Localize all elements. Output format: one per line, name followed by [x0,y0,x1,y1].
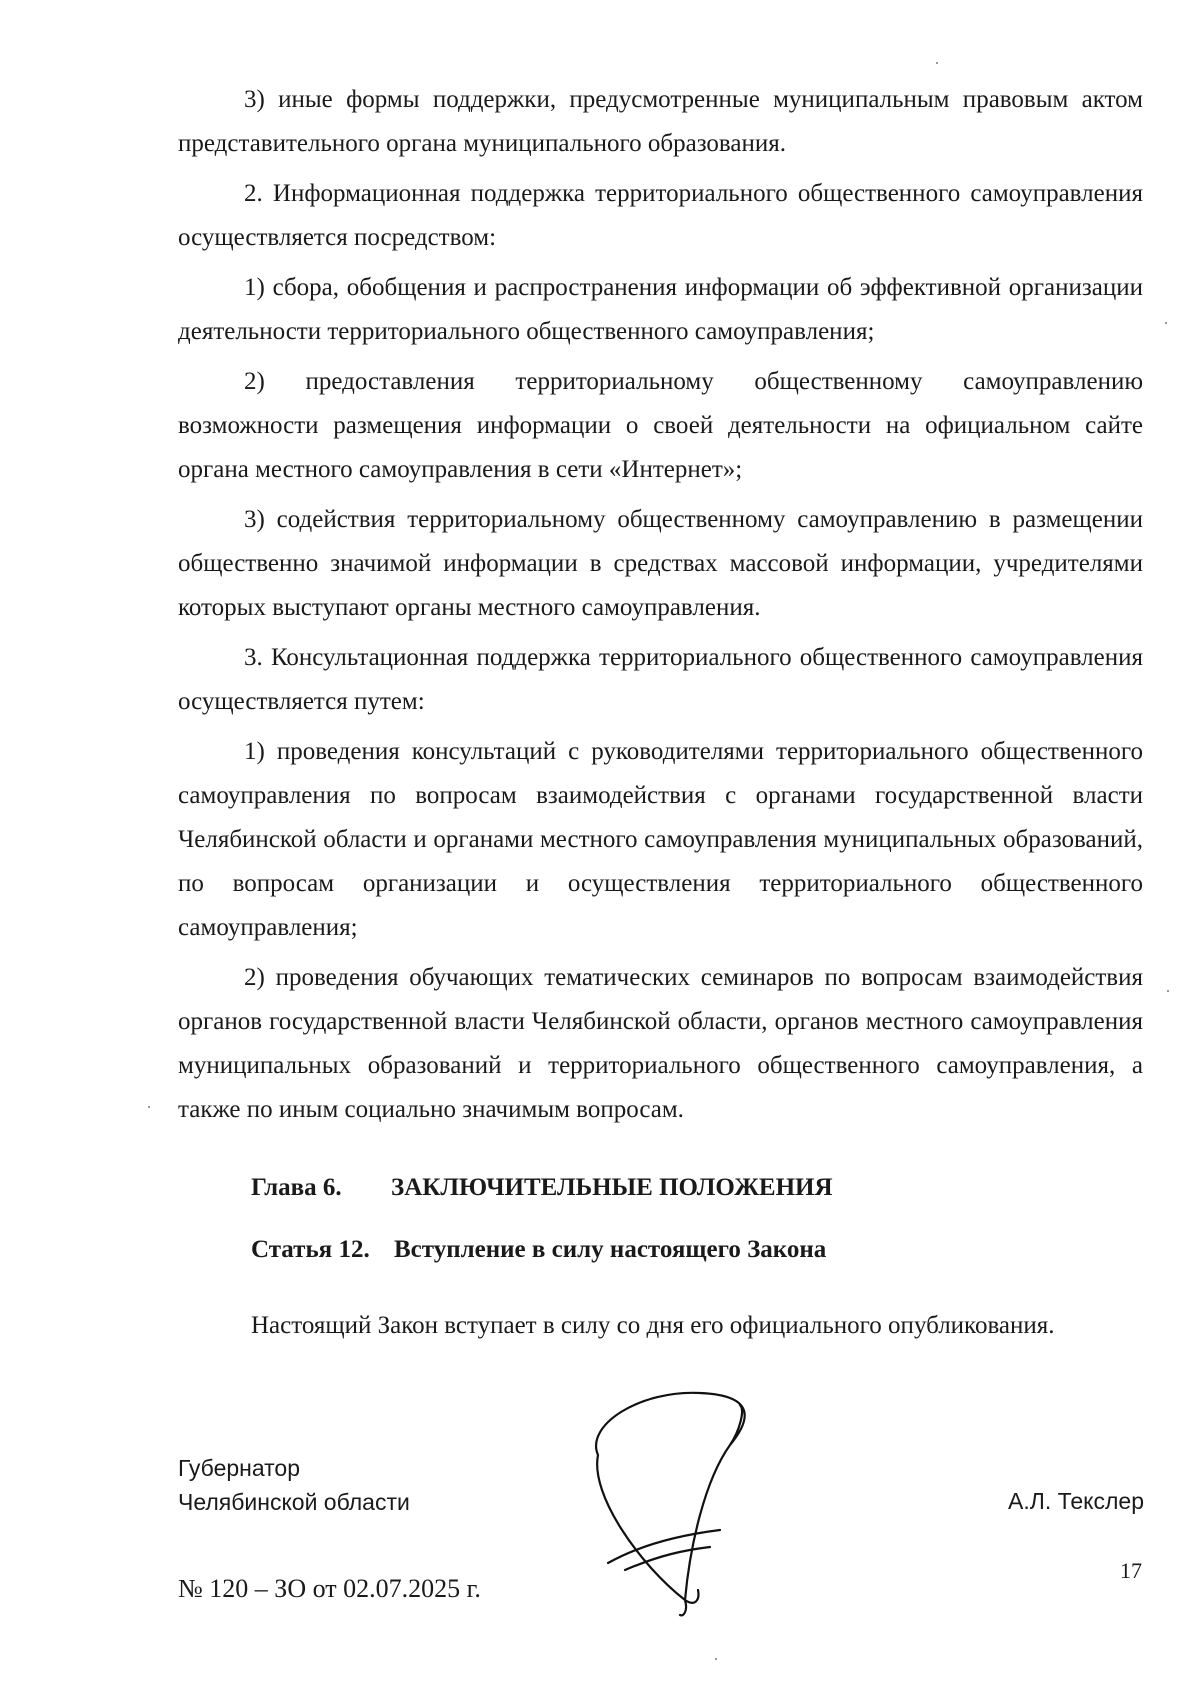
handwritten-signature [580,1385,800,1620]
paragraph: 2) проведения обучающих тематических семинаров по вопросам взаимодействия органов государственной власти Челябинской области, органов местного самоуправления муниципальных образований и территориального общественного самоуправления, а также по иным социально значимым вопросам. [178,964,1143,1123]
paragraph: 1) проведения консультаций с руководителями территориального общественного самоуправления по вопросам взаимодействия с органами государственной власти Челябинской области и органами местного самоуправления муниципальных образований, по вопросам организации и осуществления территориального общественного самоуправления; [178,738,1143,941]
paragraph: 3) иные формы поддержки, предусмотренные муниципальным правовым актом представительного органа муниципального образования. [178,86,1143,157]
scan-speck [1165,322,1167,324]
signatory-position [178,1451,410,1519]
article-title: Вступление в силу настоящего Закона [394,1236,827,1263]
paragraph: 1) сбора, обобщения и распространения информации об эффективной организации деятельности территориального общественного самоуправления; [178,274,1143,345]
paragraph: 3. Консультационная поддержка территориального общественного самоуправления осуществляется путем: [178,644,1143,715]
article-heading [251,1236,826,1264]
scan-speck [148,1106,150,1108]
article-number: Статья 12. [251,1236,370,1263]
law-number: № 120 – ЗО от 02.07.2025 г. [178,1574,481,1603]
scan-speck [936,62,938,64]
signatory-position-line: Челябинской области [178,1489,410,1515]
scan-speck [715,1658,717,1660]
page-number: 17 [1120,1558,1142,1583]
signatory-name: А.Л. Текслер [1008,1488,1144,1514]
paragraph: 3) содействия территориальному общественному самоуправлению в размещении общественно значимой информации в средствах массовой информации, учредителями которых выступают органы местного самоуправления. [178,506,1143,621]
enactment-text: Настоящий Закон вступает в силу со дня его официального опубликования. [251,1312,1055,1339]
body-text [178,78,1143,1132]
paragraph: 2. Информационная поддержка территориального общественного самоуправления осуществляется посредством: [178,180,1143,251]
chapter-heading [251,1174,833,1202]
scan-speck [1167,990,1169,992]
chapter-title: ЗАКЛЮЧИТЕЛЬНЫЕ ПОЛОЖЕНИЯ [391,1174,833,1201]
chapter-number: Глава 6. [251,1174,342,1201]
paragraph: 2) предоставления территориальному общественному самоуправлению возможности размещения информации о своей деятельности на официальном сайте органа местного самоуправления в сети «Интернет»; [178,368,1143,483]
signatory-position-line: Губернатор [178,1455,301,1481]
